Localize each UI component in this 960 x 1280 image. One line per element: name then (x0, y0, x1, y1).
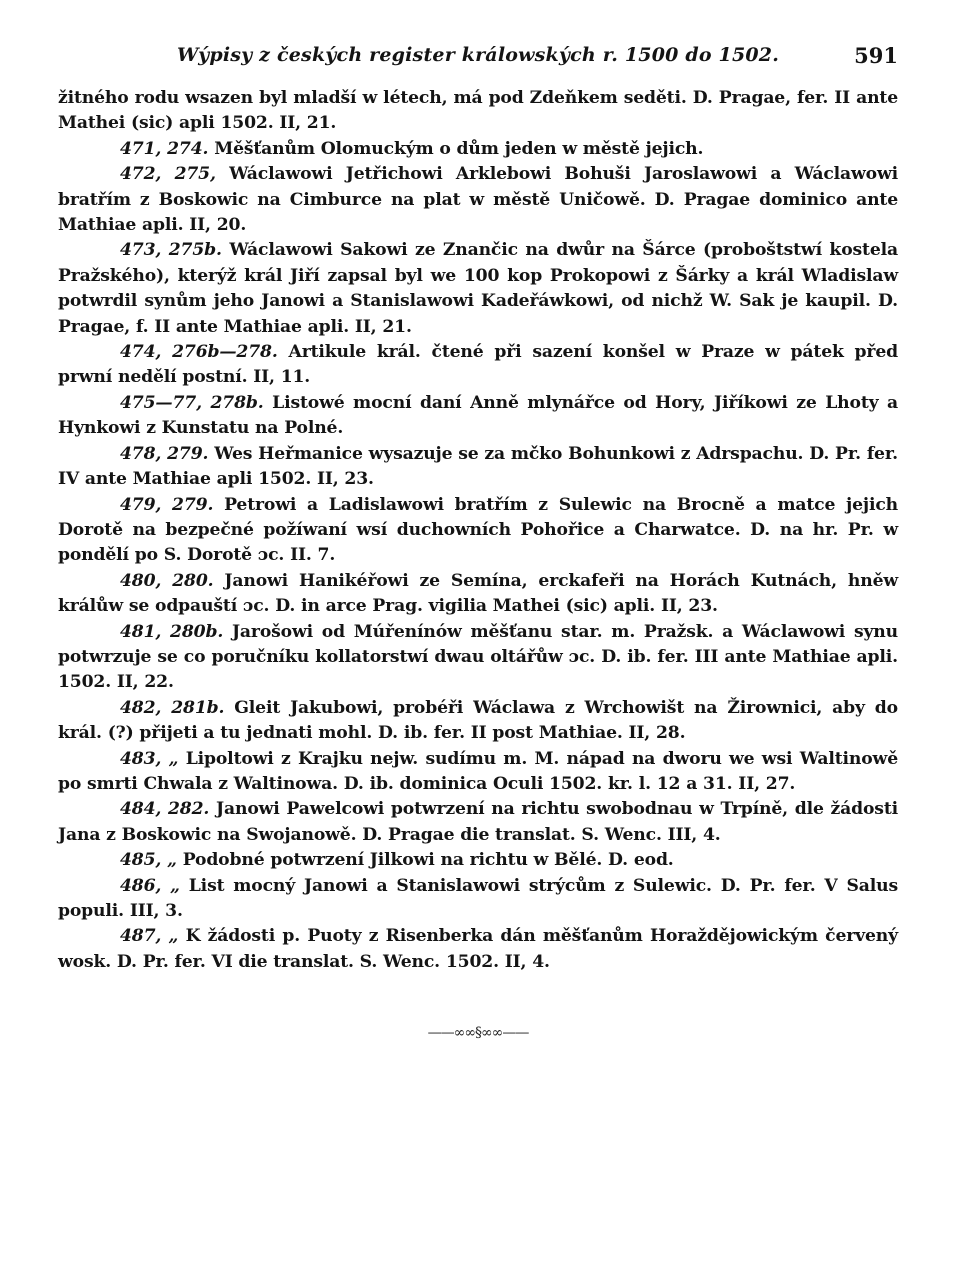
entry-number: 471, 274. (120, 138, 209, 159)
entry-text: Janowi Hanikéřowi ze Semína, erckafeři na Horách Kutnách, hněw králůw se odpauští ɔc. D. in arce Prag. vigilia Mathei (sic) apli. II, 23. (58, 570, 898, 617)
entry-text: Listowé mocní daní Anně mlynářce od Hory, Jiříkowi ze Lhoty a Hynkowi z Kunstatu na Polné. (58, 392, 898, 439)
register-entry (58, 747, 898, 798)
entry-text: Artikule král. čtené při sazení konšel w Praze w pátek před prwní nedělí postní. II, 11. (58, 342, 898, 388)
register-entry (58, 86, 898, 137)
entry-text: List mocný Janowi a Stanislawowi strýcům z Sulewic. D. Pr. fer. V Salus populi. III, 3. (58, 875, 898, 921)
register-entry (58, 391, 898, 442)
entry-number: 486, „ (120, 875, 180, 896)
register-entry (58, 340, 898, 391)
register-entry (58, 924, 898, 975)
entry-number: 479, 279. (120, 494, 214, 515)
entry-number: 487, „ (120, 926, 179, 947)
register-entry (58, 442, 898, 493)
entry-number: 475—77, 278b. (120, 392, 264, 413)
entry-text: Lipoltowi z Krajku nejw. sudímu m. M. nápad na dworu we wsi Waltinowě po smrti Chwala z Waltinowa. D. ib. dominica Oculi 1502. kr. l. 12 a 31. II, 27. (58, 748, 898, 794)
register-entry (58, 848, 898, 873)
entry-text: Wáclawowi Sakowi ze Znančic na dwůr na Šárce (proboštstwí kostela Pražského), kterýž král Jiří zapsal byl we 100 kop Prokopowi z Šárky a král Wladislaw potwrdil synům jeho Janowi a Stanislawowi Kadeřáwkowi, od nichž W. Sak je kaupil. D. Pragae, f. II ante Mathiae apli. II, 21. (58, 240, 898, 337)
entry-text: Měšťanům Olomuckým o dům jeden w městě jejich. (214, 138, 704, 159)
entry-number: 484, 282. (120, 799, 210, 820)
register-entry (58, 493, 898, 569)
entry-number: 474, 276b—278. (120, 342, 278, 363)
document-body (58, 86, 898, 975)
entry-text: K žádosti p. Puoty z Risenberka dán měšťanům Horaždějowickým červený wosk. D. Pr. fer. VI die translat. S. Wenc. 1502. II, 4. (58, 926, 898, 972)
end-ornament: ——∞∞§∞∞—— (427, 1025, 529, 1042)
entry-text: Petrowi a Ladislawowi bratřím z Sulewic na Brocně a matce jejich Dorotě na bezpečné požíwaní wsí duchowních Pohořice a Charwatce. D. na hr. Pr. w pondělí po S. Dorotě ɔc. II. 7. (58, 494, 898, 566)
register-entry (58, 162, 898, 238)
running-title: Wýpisy z českých register králowských r. 1500 do 1502. (176, 44, 780, 66)
register-entry (58, 569, 898, 620)
entry-text: Wes Heřmanice wysazuje se za mčko Bohunkowi z Adrspachu. D. Pr. fer. IV ante Mathiae apli 1502. II, 23. (58, 443, 899, 490)
entry-text: žitného rodu wsazen byl mladší w létech, má pod Zdeňkem seděti. D. Pragae, fer. II ante Mathei (sic) apli 1502. II, 21. (58, 88, 898, 134)
entry-number: 472, 275, (120, 164, 216, 185)
register-entry (58, 696, 898, 747)
page-number: 591 (854, 43, 898, 68)
entry-number: 483, „ (120, 748, 179, 769)
page-header (58, 38, 898, 78)
entry-number: 478, 279. (120, 443, 209, 464)
entry-text: Gleit Jakubowi, probéři Wáclawa z Wrchowišt na Žirownici, aby do král. (?) přijeti a tu jednati mohl. D. ib. fer. II post Mathiae. II, 28. (58, 697, 898, 744)
register-entry (58, 620, 898, 696)
entry-text: Wáclawowi Jetřichowi Arklebowi Bohuši Jaroslawowi a Wáclawowi bratřím z Boskowic na Cimburce na plat w městě Uničowě. D. Pragae dominico ante Mathiae apli. II, 20. (58, 164, 898, 236)
entry-text: Podobné potwrzení Jilkowi na richtu w Bělé. D. eod. (182, 850, 674, 871)
entry-text: Janowi Pawelcowi potwrzení na richtu swobodnau w Trpíně, dle žádosti Jana z Boskowic na Swojanowě. D. Pragae die translat. S. Wenc. III, 4. (58, 799, 898, 845)
register-entry (58, 137, 898, 162)
document-page (58, 38, 898, 1041)
entry-text: Jarošowi od Múřenínów měšťanu star. m. Pražsk. a Wáclawowi synu potwrzuje se co poručníku kollatorstwí dwau oltářůw ɔc. D. ib. fer. III ante Mathiae apli. 1502. II, 22. (58, 621, 898, 693)
entry-number: 473, 275b. (120, 240, 222, 261)
register-entry (58, 874, 898, 925)
entry-number: 482, 281b. (120, 697, 225, 718)
entry-number: 480, 280. (120, 570, 214, 591)
register-entry (58, 797, 898, 848)
entry-number: 485, „ (120, 850, 177, 871)
entry-number: 481, 280b. (120, 621, 224, 642)
register-entry (58, 238, 898, 340)
